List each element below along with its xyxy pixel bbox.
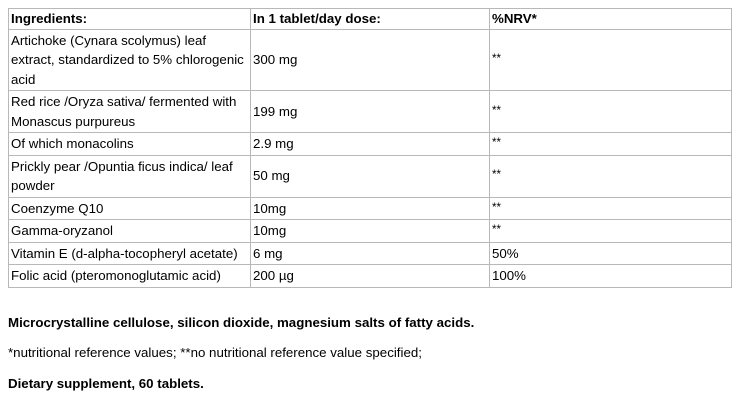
dose-cell: 10mg	[251, 197, 490, 220]
nrv-footnote: *nutritional reference values; **no nutritional reference value specified;	[8, 345, 422, 360]
nrv-cell: **	[490, 91, 732, 133]
ingredient-cell: Coenzyme Q10	[9, 197, 251, 220]
table-row	[9, 265, 732, 288]
ingredients-table	[8, 8, 732, 288]
dose-cell: 300 mg	[251, 29, 490, 91]
header-nrv: %NRV*	[490, 9, 732, 30]
nrv-cell: **	[490, 220, 732, 243]
excipients-text: Microcrystalline cellulose, silicon dioxide, magnesium salts of fatty acids.	[8, 315, 475, 330]
product-note: Dietary supplement, 60 tablets.	[8, 376, 204, 391]
table-row	[9, 155, 732, 197]
dose-cell: 50 mg	[251, 155, 490, 197]
dose-cell: 6 mg	[251, 242, 490, 265]
nrv-cell: 100%	[490, 265, 732, 288]
ingredient-cell: Red rice /Oryza sativa/ fermented with Monascus purpureus	[9, 91, 251, 133]
nrv-cell: **	[490, 155, 732, 197]
dose-cell: 2.9 mg	[251, 133, 490, 156]
ingredient-cell: Vitamin E (d-alpha-tocopheryl acetate)	[9, 242, 251, 265]
table-row	[9, 220, 732, 243]
nrv-cell: **	[490, 29, 732, 91]
header-ingredients: Ingredients:	[9, 9, 251, 30]
nrv-cell: **	[490, 133, 732, 156]
table-row	[9, 197, 732, 220]
table-row	[9, 91, 732, 133]
table-row	[9, 242, 732, 265]
table-row	[9, 29, 732, 91]
table-header-row	[9, 9, 732, 30]
header-dose: In 1 tablet/day dose:	[251, 9, 490, 30]
dose-cell: 10mg	[251, 220, 490, 243]
ingredient-cell: Gamma-oryzanol	[9, 220, 251, 243]
nrv-cell: **	[490, 197, 732, 220]
dose-cell: 200 µg	[251, 265, 490, 288]
ingredient-cell: Artichoke (Cynara scolymus) leaf extract, standardized to 5% chlorogenic acid	[9, 29, 251, 91]
ingredient-cell: Prickly pear /Opuntia ficus indica/ leaf powder	[9, 155, 251, 197]
table-row	[9, 133, 732, 156]
ingredient-cell: Folic acid (pteromonoglutamic acid)	[9, 265, 251, 288]
dose-cell: 199 mg	[251, 91, 490, 133]
nrv-cell: 50%	[490, 242, 732, 265]
ingredient-cell: Of which monacolins	[9, 133, 251, 156]
